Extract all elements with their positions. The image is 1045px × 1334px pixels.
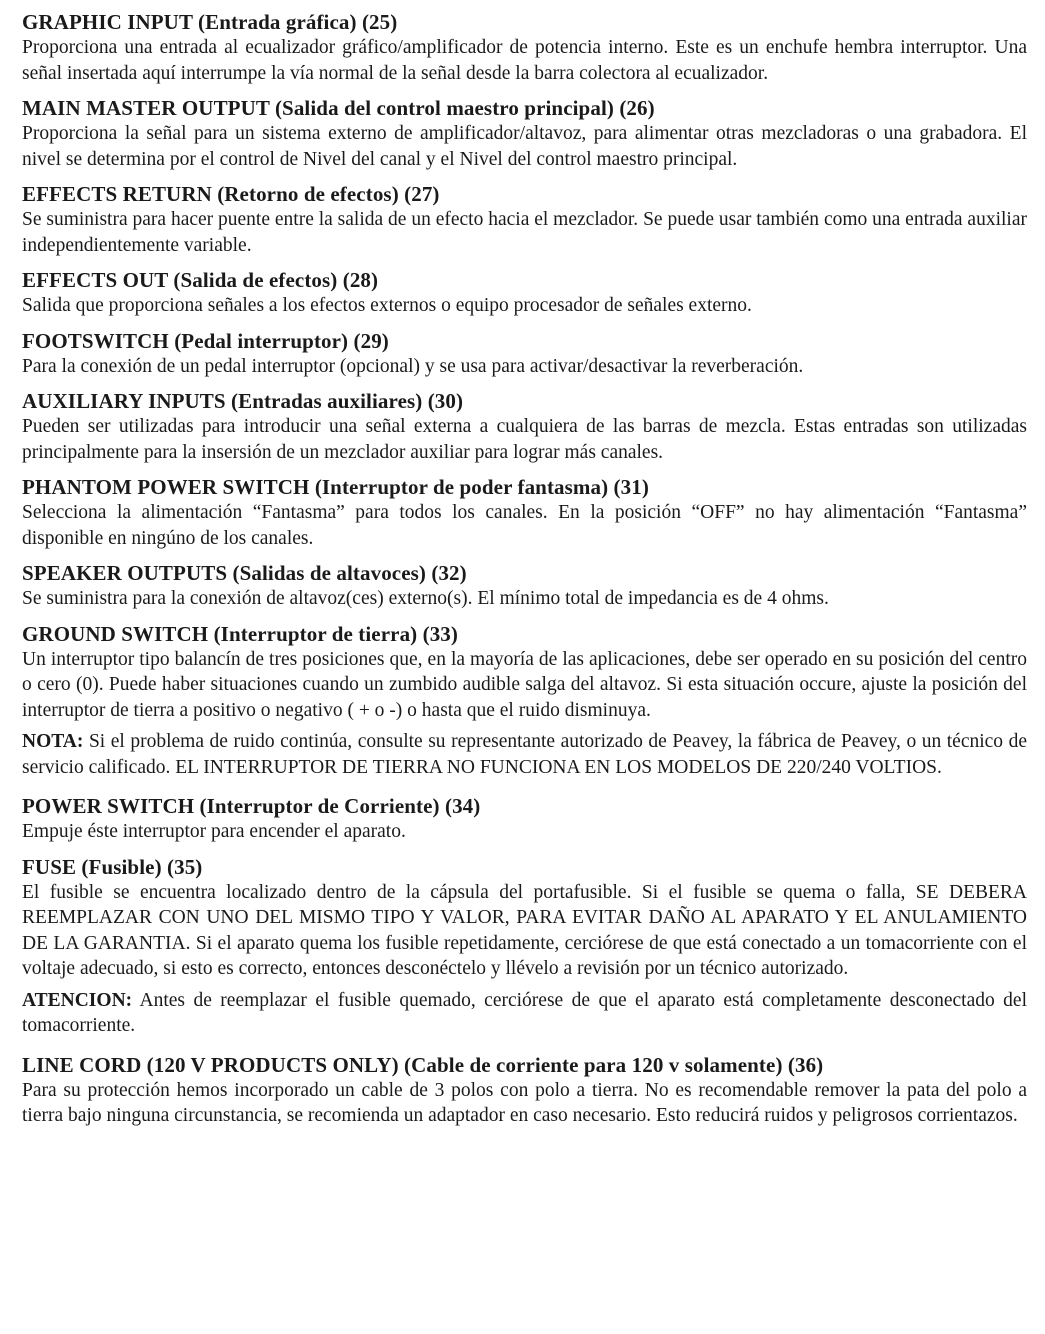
section-power-switch xyxy=(22,794,1027,845)
section-body: Selecciona la alimentación “Fantasma” para todos los canales. En la posición “OFF” no hay alimentación “Fantasma” disponible en ningúno de los canales. xyxy=(22,502,1027,549)
section-body: Empuje éste interruptor para encender el aparato. xyxy=(22,821,406,842)
section-effects-return xyxy=(22,182,1027,258)
section-phantom-power-switch xyxy=(22,475,1027,551)
section-heading: GROUND SWITCH (Interruptor de tierra) (33) xyxy=(22,621,459,646)
note-nota xyxy=(22,729,1027,780)
section-graphic-input xyxy=(22,10,1027,86)
section-line-cord xyxy=(22,1053,1027,1129)
section-effects-out xyxy=(22,268,1027,319)
note-text: Antes de reemplazar el fusible quemado, cerciórese de que el aparato está completamente desconectado del tomacorriente. xyxy=(22,989,1027,1036)
section-body: Se suministra para la conexión de altavoz(ces) externo(s). El mínimo total de impedancia es de 4 ohms. xyxy=(22,588,829,609)
note-text: Si el problema de ruido continúa, consulte su representante autorizado de Peavey, la fábrica de Peavey, o un técnico de servicio calificado. EL INTERRUPTOR DE TIERRA NO FUNCIONA EN LOS MODELOS DE 220/240 VOLTIOS. xyxy=(22,731,1028,778)
section-heading: PHANTOM POWER SWITCH (Interruptor de poder fantasma) (31) xyxy=(22,475,649,499)
section-heading: SPEAKER OUTPUTS (Salidas de altavoces) (32) xyxy=(22,561,467,585)
section-body: Para la conexión de un pedal interruptor (opcional) y se usa para activar/desactivar la reverberación. xyxy=(22,355,804,377)
note-atencion xyxy=(22,988,1027,1039)
section-speaker-outputs xyxy=(22,561,1027,612)
section-fuse xyxy=(22,855,1027,982)
section-body: Proporciona la señal para un sistema externo de amplificador/altavoz, para alimentar otras mezcladoras o una grabadora. El nivel se determina por el control de Nivel del canal y el Nivel del control maestro principal. xyxy=(22,123,1027,170)
section-heading: POWER SWITCH (Interruptor de Corriente) (34) xyxy=(22,794,481,818)
section-body: Un interruptor tipo balancín de tres posiciones que, en la mayoría de las aplicaciones, debe ser operado en su posición del centro o cero (0). Puede haber situaciones cuando un zumbido audible salga del altavoz. Si esta situación occure, ajuste la posición del interruptor de tierra a positivo o negativo ( + o -) o hasta que el ruido disminuya. xyxy=(22,648,1027,721)
note-label: NOTA: xyxy=(22,731,84,752)
section-body: El fusible se encuentra localizado dentro de la cápsula del portafusible. Si el fusible se quema o falla, SE DEBERA REEMPLAZAR CON UNO DEL MISMO TIPO Y VALOR, PARA EVITAR DAÑO AL APARATO Y EL ANULAMIENTO DE LA GARANTIA. Si el aparato quema los fusible repetidamente, cerciórese de que está conectado a un tomacorriente con el voltaje adecuado, si esto es correcto, entonces desconéctelo y llévelo a revisión por un técnico autorizado. xyxy=(22,881,1027,979)
section-ground-switch xyxy=(22,622,1027,724)
section-body: Pueden ser utilizadas para introducir una señal externa a cualquiera de las barras de mezcla. Estas entradas son utilizadas principalmente para la insersión de un mezclador auxiliar para lograr más canales. xyxy=(22,416,1027,463)
section-heading: AUXILIARY INPUTS (Entradas auxiliares) (30) xyxy=(22,389,464,413)
section-body: Para su protección hemos incorporado un cable de 3 polos con polo a tierra. No es recomendable remover la pata del polo a tierra bajo ninguna circunstancia, se recomienda un adaptador en caso necesario. Esto reducirá ruidos y peligrosos corrientazos. xyxy=(22,1079,1027,1126)
section-footswitch xyxy=(22,329,1027,380)
section-body: Se suministra para hacer puente entre la salida de un efecto hacia el mezclador. Se puede usar también como una entrada auxiliar independientemente variable. xyxy=(22,209,1027,256)
section-body: Proporciona una entrada al ecualizador gráfico/amplificador de potencia interno. Este es un enchufe hembra interruptor. Una señal insertada aquí interrumpe la vía normal de la señal desde la barra colectora al ecualizador. xyxy=(22,37,1027,84)
section-heading: FUSE (Fusible) (35) xyxy=(22,854,203,879)
manual-page xyxy=(22,10,1027,1139)
note-label: ATENCION: xyxy=(22,989,133,1011)
section-heading: GRAPHIC INPUT (Entrada gráfica) (25) xyxy=(22,10,398,34)
section-heading: EFFECTS OUT (Salida de efectos) (28) xyxy=(22,268,379,292)
section-heading: EFFECTS RETURN (Retorno de efectos) (27) xyxy=(22,182,440,206)
section-heading: MAIN MASTER OUTPUT (Salida del control maestro principal) (26) xyxy=(22,96,655,120)
section-heading: LINE CORD (120 V PRODUCTS ONLY) (Cable de corriente para 120 v solamente) (36) xyxy=(22,1052,824,1077)
section-body: Salida que proporciona señales a los efectos externos o equipo procesador de señales externo. xyxy=(22,295,752,316)
section-auxiliary-inputs xyxy=(22,389,1027,465)
section-main-master-output xyxy=(22,96,1027,172)
section-heading: FOOTSWITCH (Pedal interruptor) (29) xyxy=(22,328,389,353)
